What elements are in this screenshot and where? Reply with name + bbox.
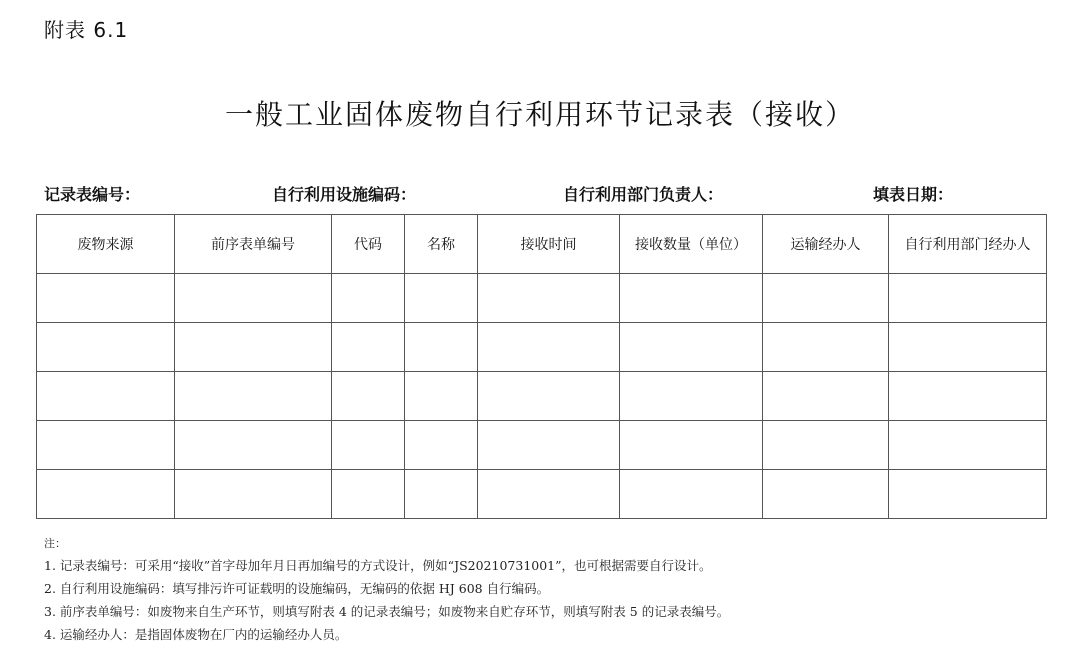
table-row — [37, 372, 1047, 421]
table-cell[interactable] — [175, 421, 332, 470]
table-cell[interactable] — [889, 421, 1047, 470]
table-cell[interactable] — [405, 470, 478, 519]
table-cell[interactable] — [620, 274, 763, 323]
note-line-3: 3. 前序表单编号：如废物来自生产环节，则填写附表 4 的记录表编号；如废物来自贮存环节，则填写附表 5 的记录表编号。 — [44, 604, 730, 619]
record-number-label: 记录表编号： — [44, 185, 141, 204]
table-cell[interactable] — [405, 372, 478, 421]
table-header-row — [37, 215, 1047, 274]
appendix-label: 附表 6.1 — [44, 18, 129, 42]
table-cell[interactable] — [37, 421, 175, 470]
table-cell[interactable] — [478, 372, 620, 421]
table-cell[interactable] — [620, 470, 763, 519]
col-header-receive-time: 接收时间 — [478, 215, 620, 274]
table-cell[interactable] — [763, 421, 889, 470]
table-cell[interactable] — [332, 470, 405, 519]
table-cell[interactable] — [620, 372, 763, 421]
table-cell[interactable] — [175, 470, 332, 519]
table-cell[interactable] — [332, 421, 405, 470]
record-table — [36, 214, 1047, 519]
facility-code-label: 自行利用设施编码： — [272, 185, 417, 204]
table-cell[interactable] — [405, 421, 478, 470]
col-header-name: 名称 — [405, 215, 478, 274]
col-header-previous-form-no: 前序表单编号 — [175, 215, 332, 274]
table-cell[interactable] — [37, 372, 175, 421]
table-cell[interactable] — [478, 421, 620, 470]
table-cell[interactable] — [478, 323, 620, 372]
form-title: 一般工业固体废物自行利用环节记录表（接收） — [224, 98, 855, 131]
col-header-transport-handler: 运输经办人 — [763, 215, 889, 274]
table-cell[interactable] — [37, 323, 175, 372]
notes-heading: 注： — [44, 537, 66, 550]
notes — [44, 534, 729, 646]
col-header-department-handler: 自行利用部门经办人 — [889, 215, 1047, 274]
table-cell[interactable] — [478, 470, 620, 519]
table-cell[interactable] — [332, 323, 405, 372]
table-row — [37, 470, 1047, 519]
table-cell[interactable] — [175, 274, 332, 323]
table-cell[interactable] — [37, 470, 175, 519]
table-row — [37, 323, 1047, 372]
table-cell[interactable] — [332, 274, 405, 323]
table-cell[interactable] — [37, 274, 175, 323]
table-cell[interactable] — [175, 372, 332, 421]
col-header-waste-source: 废物来源 — [37, 215, 175, 274]
table-cell[interactable] — [478, 274, 620, 323]
table-cell[interactable] — [620, 421, 763, 470]
table-cell[interactable] — [175, 323, 332, 372]
table-cell[interactable] — [763, 372, 889, 421]
table-cell[interactable] — [889, 323, 1047, 372]
table-cell[interactable] — [889, 372, 1047, 421]
table-row — [37, 274, 1047, 323]
table-row — [37, 421, 1047, 470]
table-cell[interactable] — [405, 323, 478, 372]
note-line-4: 4. 运输经办人：是指固体废物在厂内的运输经办人员。 — [44, 627, 348, 642]
fill-date-label: 填表日期： — [873, 185, 954, 204]
table-cell[interactable] — [889, 274, 1047, 323]
note-line-1: 1. 记录表编号：可采用“接收”首字母加年月日再加编号的方式设计，例如“JS20210731001”，也可根据需要自行设计。 — [44, 558, 712, 573]
col-header-code: 代码 — [332, 215, 405, 274]
col-header-receive-quantity: 接收数量（单位） — [620, 215, 763, 274]
note-line-2: 2. 自行利用设施编码：填写排污许可证载明的设施编码，无编码的依据 HJ 608 自行编码。 — [44, 581, 550, 596]
department-head-label: 自行利用部门负责人： — [563, 185, 724, 204]
table-cell[interactable] — [763, 470, 889, 519]
table-cell[interactable] — [332, 372, 405, 421]
table-cell[interactable] — [405, 274, 478, 323]
table-cell[interactable] — [620, 323, 763, 372]
table-cell[interactable] — [889, 470, 1047, 519]
table-cell[interactable] — [763, 323, 889, 372]
table-body — [37, 274, 1047, 519]
table-cell[interactable] — [763, 274, 889, 323]
